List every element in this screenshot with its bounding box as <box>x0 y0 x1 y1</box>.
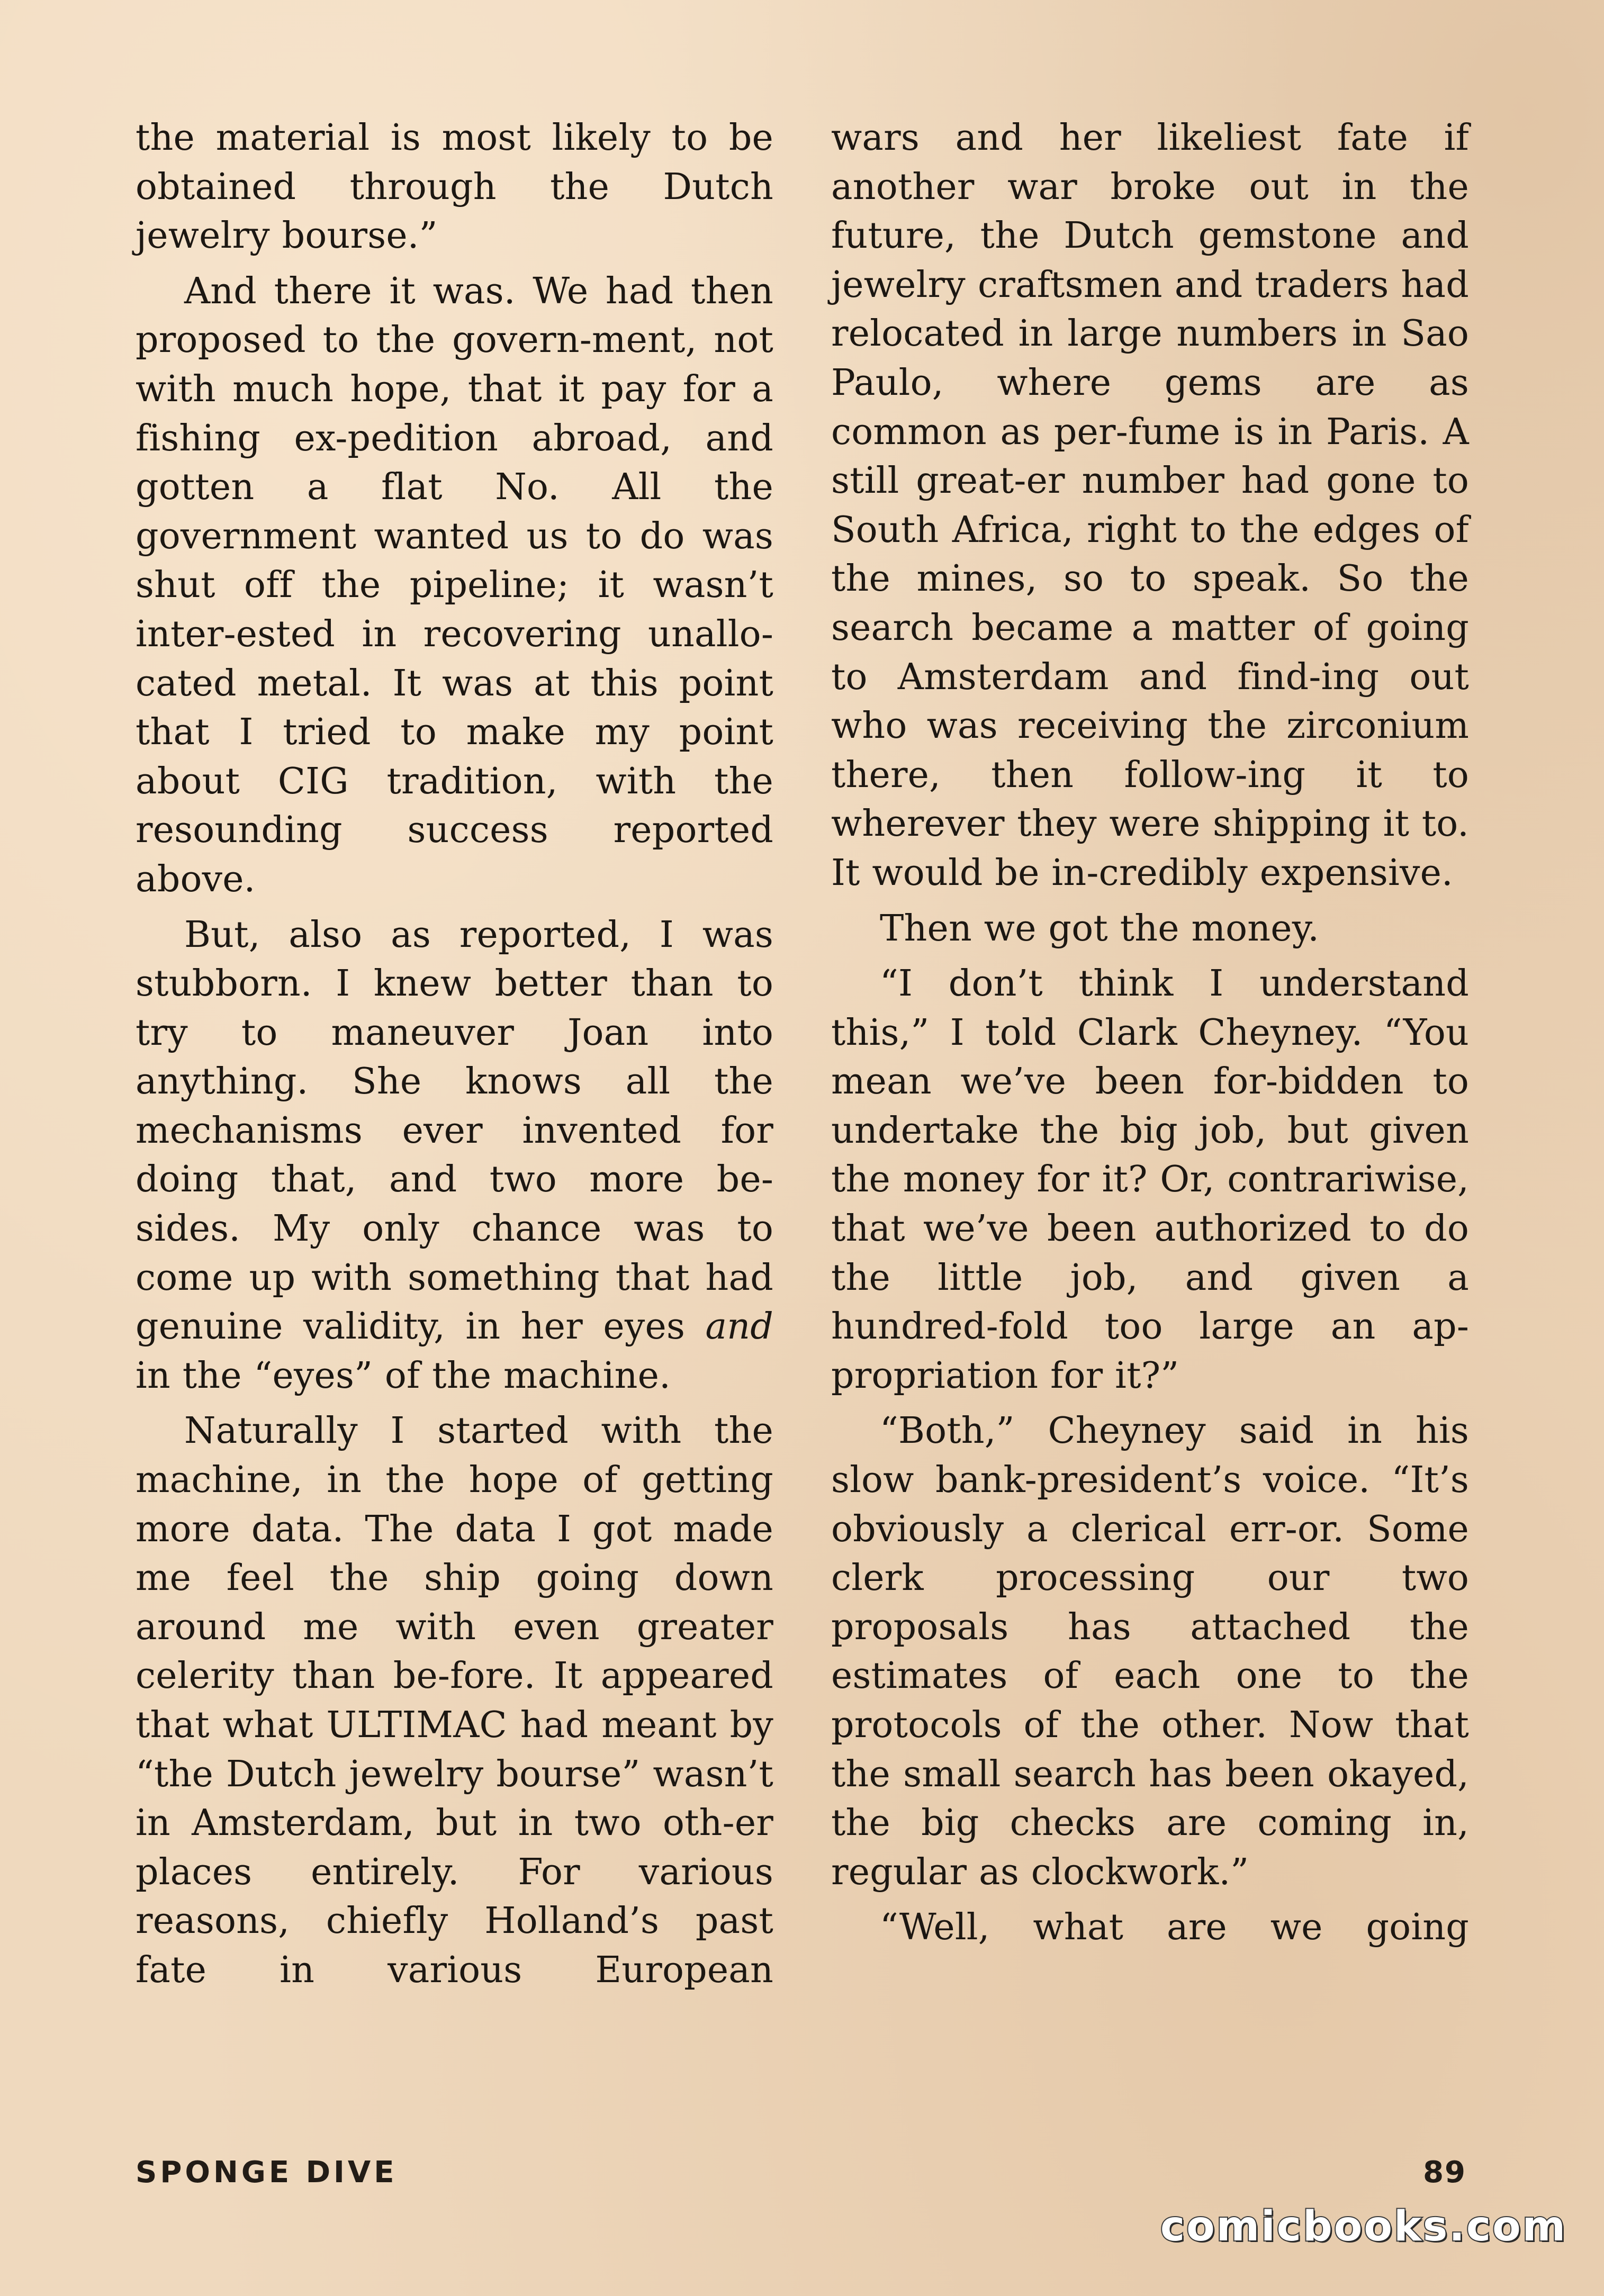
paragraph: Naturally I started with the machine, in the hope of getting more data. The data I got made me feel the ship going down around me with even greater celerity than be-fore. It appeared that what ULTIMAC had meant by “the Dutch jewelry bourse” wasn’t in Amsterdam, but in two oth-er places entirely. For various reasons, chiefly Holland’s past fate in various European <box>136 1410 773 1991</box>
running-footer-title: SPONGE DIVE <box>136 2155 398 2190</box>
site-watermark: comicbooks.com <box>1160 2203 1567 2250</box>
paragraph: wars and her likeliest fate if another war broke out in the future, the Dutch gemstone and jewelry craftsmen and traders had relocated in large numbers in Sao Paulo, where gems are as common as per-fume is in Paris. A still great-er number had gone to South Africa, right to the edges of the mines, so to speak. So the search became a matter of going to Amsterdam and find-ing out who was receiving the zirconium there, then follow-ing it to wherever they were shipping it to. It would be in-credibly expensive. <box>831 117 1469 894</box>
paragraph: And there it was. We had then proposed to the govern-ment, not with much hope, that it pay for a fishing ex-pedition abroad, and gotten a flat No. All the government wanted us to do was shut off the pipeline; it wasn’t inter-ested in recovering unallo-cated metal. It was at this point that I tried to make my point about CIG tradition, with the resounding success reported above. <box>136 270 773 900</box>
paragraph-text: in the “eyes” of the machine. <box>136 1354 671 1397</box>
emphasized-word: and <box>705 1306 773 1348</box>
paragraph: Then we got the money. <box>880 907 1320 950</box>
text-column-right <box>831 114 1469 1952</box>
paragraph-text: But, also as reported, I was stubborn. I knew better than to try to maneuver Joan into anything. She knows all the mechanisms ever invented for doing that, and two more be-sides. My only chance was to come up with something that had genuine validity, in her eyes <box>136 914 773 1348</box>
paragraph <box>136 911 773 1401</box>
paragraph: “I don’t think I understand this,” I told Clark Cheyney. “You mean we’ve been for-bidden to undertake the big job, but given the money for it? Or, contrariwise, that we’ve been authorized to do the little job, and given a hundred-fold too large an ap-propriation for it?” <box>831 963 1469 1397</box>
paragraph: “Both,” Cheyney said in his slow bank-president’s voice. “It’s obviously a clerical err-or. Some clerk processing our two proposals has attached the estimates of each one to the protocols of the other. Now that the small search has been okayed, the big checks are coming in, regular as clockwork.” <box>831 1410 1469 1893</box>
paragraph: the material is most likely to be obtained through the Dutch jewelry bourse.” <box>136 117 773 257</box>
page-number: 89 <box>1423 2155 1466 2190</box>
paragraph: “Well, what are we going <box>880 1906 1469 1949</box>
text-column-left <box>136 114 773 1995</box>
